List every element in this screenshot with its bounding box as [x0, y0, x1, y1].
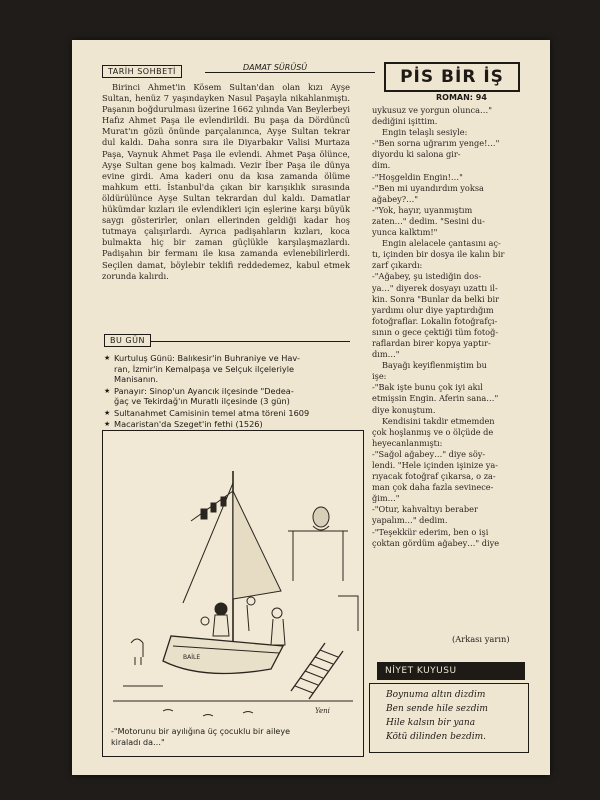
cartoon-illustration: [103, 431, 363, 721]
article-title: DAMAT SÜRÜSÜ: [240, 63, 310, 72]
bu-gun-rule: [150, 341, 350, 342]
cartoon-caption: -"Motorunu bir ayılığına üç çocuklu bir aileye kiraladı da…": [111, 727, 290, 747]
tarih-article-body: [102, 82, 350, 282]
tarih-sohbeti-label: TARİH SOHBETİ: [102, 65, 182, 78]
niyet-kuyusu-label: NİYET KUYUSU: [377, 662, 525, 680]
list-item: ★ Panayır: Sinop'un Ayancık ilçesinde "Dedea- ğaç ve Tekirdağ'ın Muratlı ilçesinde (3 gün): [104, 386, 354, 407]
tarih-paragraph: Birinci Ahmet'in Kösem Sultan'dan olan kızı Ayşe Sultan, henüz 7 yaşındayken Nasul Paşayla nikahlanmıştı. Paşanın boğdurulması üzerine 1662 yılında Van Beylerbeyi Hafız Ahmet Paşa ile evlendirildi. Bu paşa da Dördüncü Murat'ın gözü önünde parçalanınca, Ayşe Sultan tekrar dul kaldı. Daha sonra sıra ile Diyarbakır Valisi Murtaza Paşa, Vaynuk Ahmet Paşa ile evlendi. Ahmet Paşa ölünce, Ayşe Sultan gene boş kalmadı. Vezir İber Paşa ile dünya evine girdi. Ama kaderi onu da kısa zamanda ölüme mahkum etti. İstanbul'da çıkan bir karışıklık sırasında öldürülünce Ayşe Sultan tekrardan dul kaldı. Damatlar hükümdar kızları ile evlendikleri için eşlerine karşı büyük saygı gösterirler, onları ellerinden geldiği kadar hoş tutmaya çalışırlardı. Ayrıca padişahların kızları, koca bulmakta hiç bir zaman güçlükle karşılaşmazlardı. Padişahın bir fermanı ile kısa zamanda evlenebilirlerdi. Seçilen damat, böylebir teklifi reddedemez, kabul etmek zorunda kalırdı.: [102, 82, 350, 281]
continued-note: (Arkası yarın): [452, 634, 510, 644]
bu-gun-label: BU GÜN: [104, 334, 151, 347]
cartoon-frame: [102, 430, 364, 757]
niyet-box: [369, 683, 529, 753]
newspaper-clipping: [72, 40, 550, 775]
roman-subtitle: ROMAN: 94: [436, 93, 487, 102]
list-item: ★ Kurtuluş Günü: Balıkesir'in Buhraniye ve Hav- ran, İzmir'in Kemalpaşa ve Selçuk ilçeleriyle Manisanın.: [104, 353, 354, 385]
niyet-poem: Boynuma altın dizdim Ben sende hile sezdim Hile kalsın bir yana Kötü dilinden bezdim.: [386, 690, 488, 742]
roman-title: PİS BİR İŞ: [384, 62, 520, 92]
artist-signature: Yeni: [315, 707, 330, 715]
list-item: ★ Sultanahmet Camisinin temel atma töreni 1609: [104, 408, 354, 419]
bu-gun-list: [104, 353, 354, 431]
boat-name: BAİLE: [183, 654, 201, 661]
header-rule: [205, 72, 375, 73]
roman-column: uykusuz ve yorgun olunca…" dediğini işittim. Engin telaşlı sesiyle: -"Ben sorna uğrarım yenge!…" diyordu ki salona gir- dim. -"Hoşgeldin Engin!…" -"Ben mi uyandırdım yoksa ağabey?…" -"Yok, hayır, uyanmıştım zaten…" dedim. "Sesini du- yunca kalktım!" Engin alelacele çantasını aç- tı, içinden bir dosya ile kalın bir zarf çıkardı: -"Ağabey, şu istediğin dos- ya…" diyerek dosyayı uzattı il- kin. Sonra "Bunlar da belki bir yardımı olur diye yaptırdığım fotoğraflar. Lokalin fotoğrafçı- sının o gece çektiği tüm fotoğ- raflardan birer kopya yaptır- dım…" Bayağı keyiflenmiştim bu işe: -"Bak işte bunu çok iyi akıl etmişsin Engin. Aferin sana…" diye konuştum. Kendisini takdir etmemden çok hoşlanmış ve o ölçüde de heyecanlanmıştı: -"Sağol ağabey…" diye söy- lendi. "Hele içinden işinize ya- rıyacak fotoğraf çıkarsa, o za- man çok daha fazla sevinece- ğim…" -"Otur, kahvaltıyı beraber yapalım…" dedim. -"Teşekkür ederim, ben o işi çoktan gördüm ağabey…" diye: [372, 105, 505, 548]
list-item: ★ Macaristan'da Szeget'in fethi (1526): [104, 419, 354, 430]
